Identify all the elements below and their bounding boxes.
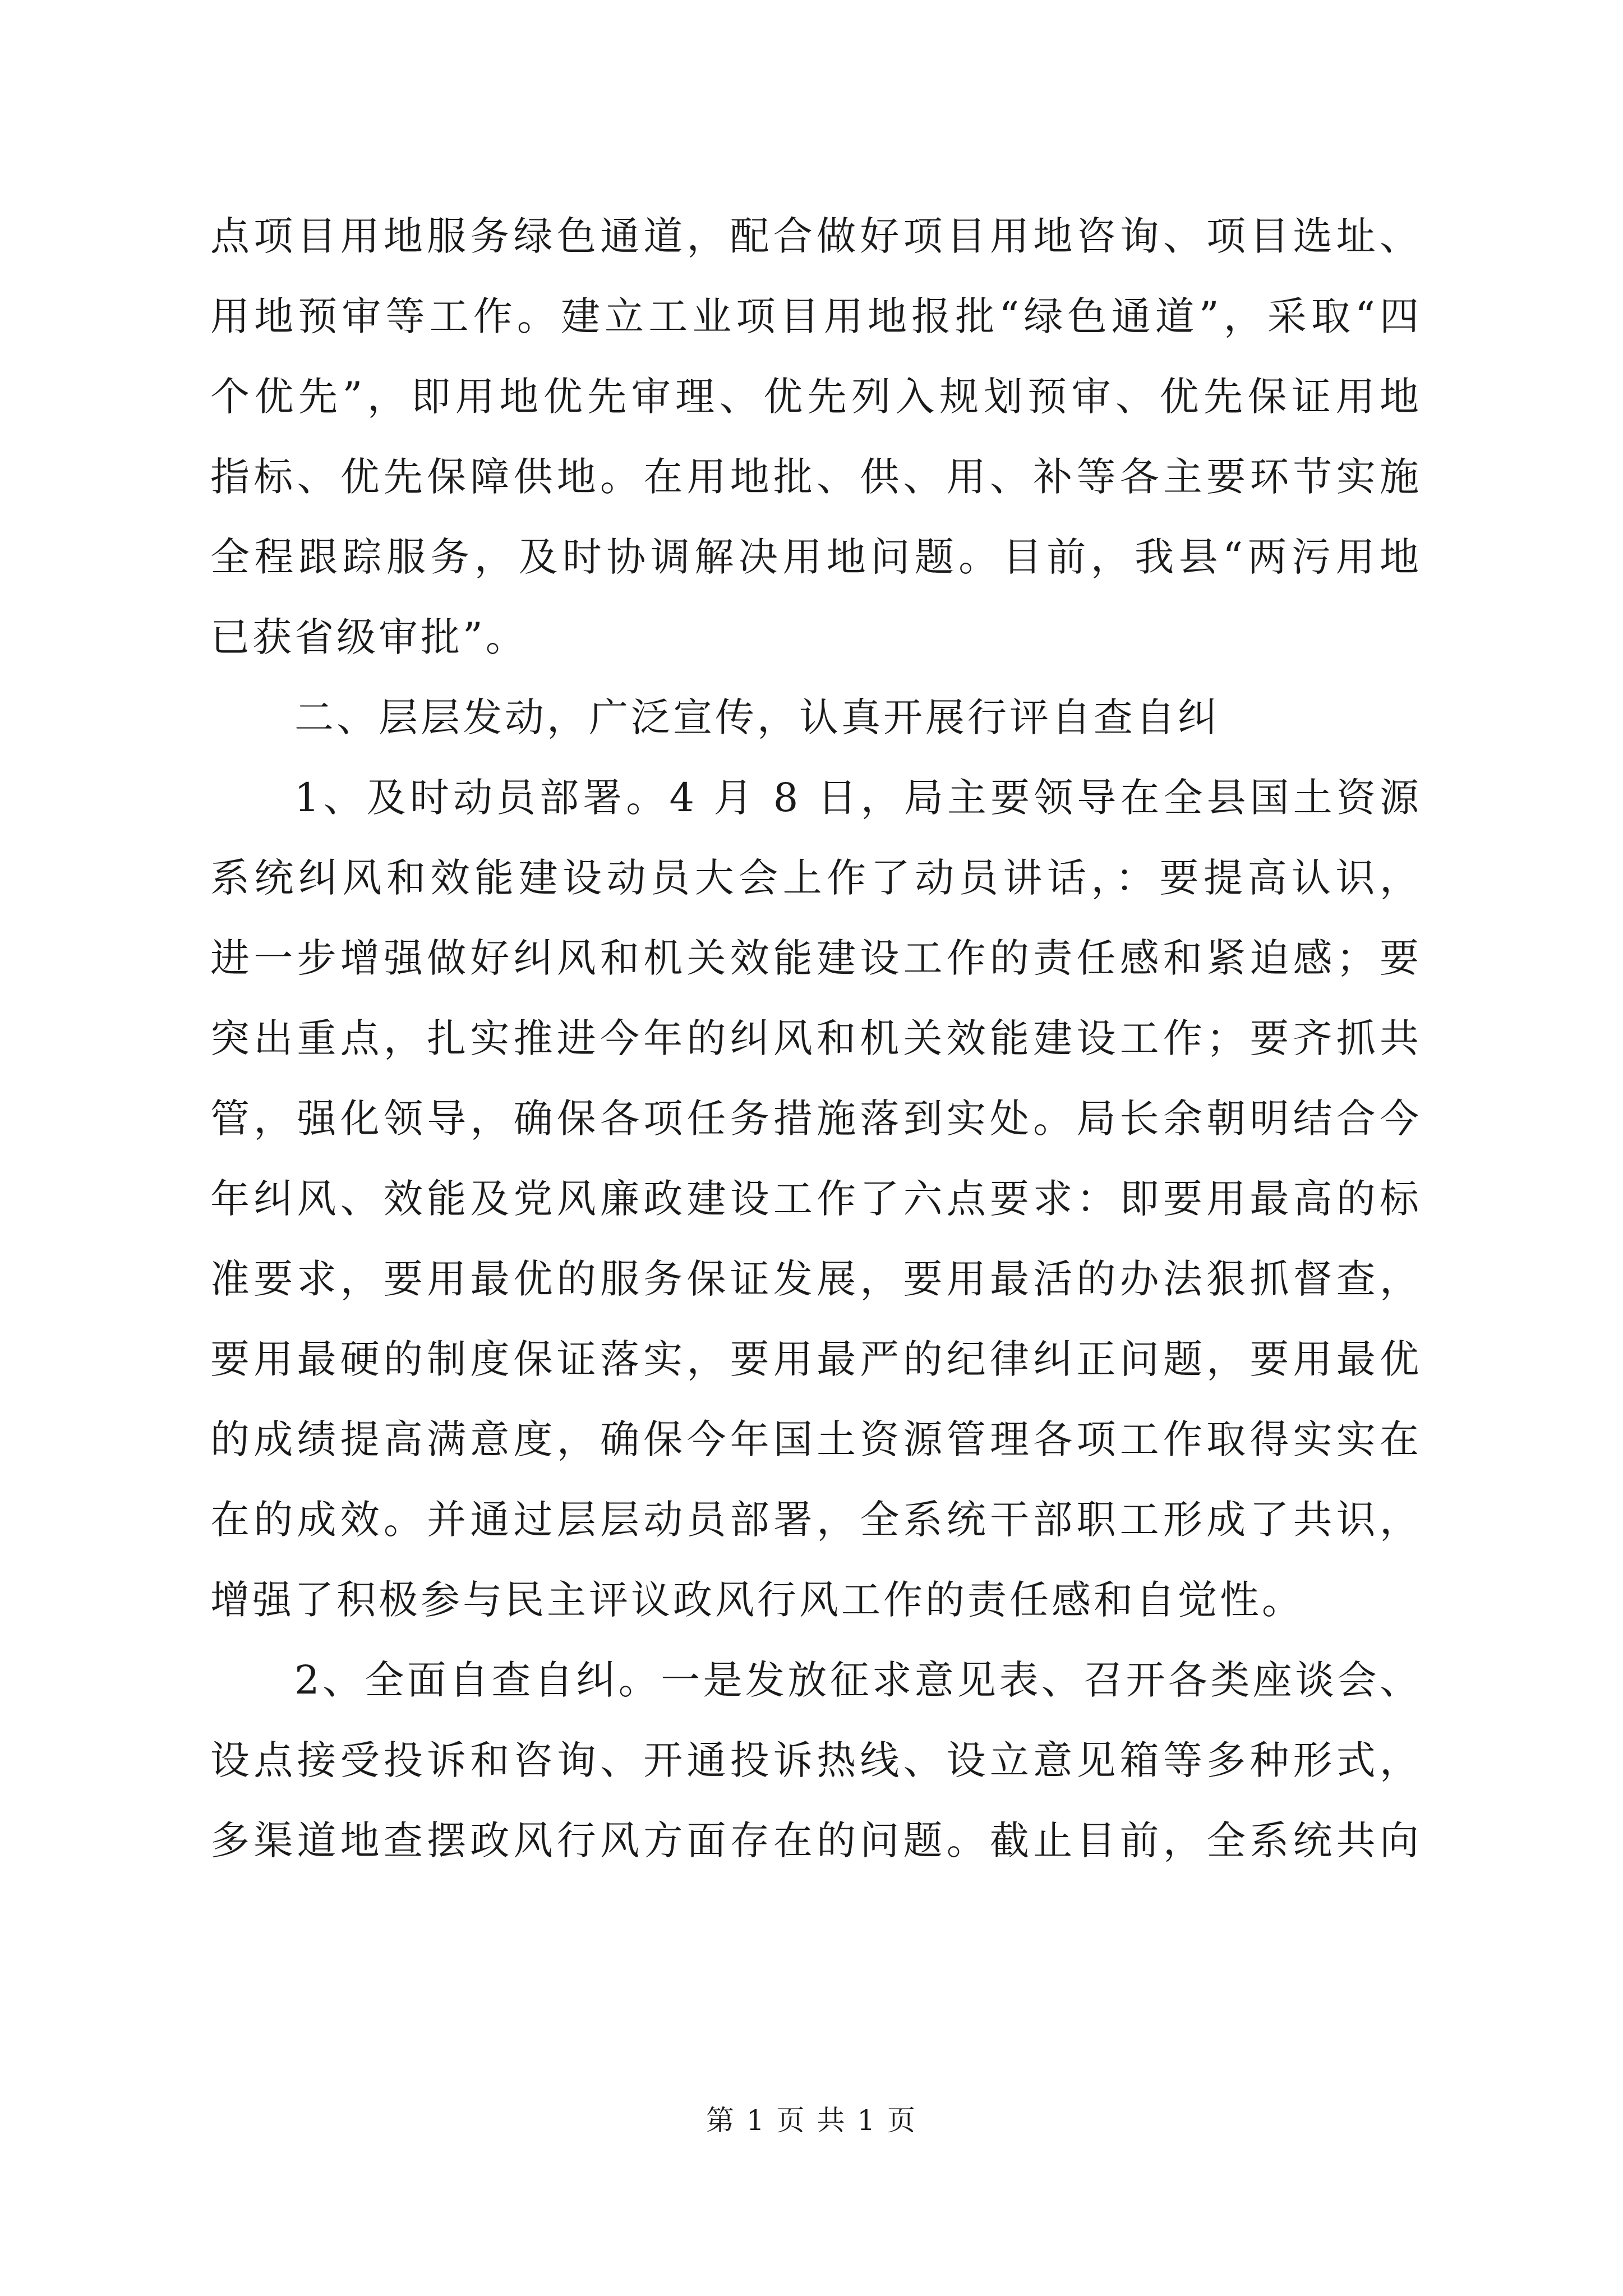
page-footer: 第 1 页 共 1 页: [706, 2104, 917, 2137]
text-line: 用地预审等工作。建立工业项目用地报批“绿色通道”，采取“四: [210, 293, 1422, 339]
text-line: 指标、优先保障供地。在用地批、供、用、补等各主要环节实施: [210, 454, 1422, 500]
text-line: 全程跟踪服务，及时协调解决用地问题。目前，我县“两污用地: [210, 534, 1422, 580]
text-line: 进一步增强做好纠风和机关效能建设工作的责任感和紧迫感；要: [210, 935, 1422, 981]
paragraph-first-line: 1、及时动员部署。4 月 8 日，局主要领导在全县国土资源: [294, 775, 1422, 821]
text-line: 个优先”，即用地优先审理、优先列入规划预审、优先保证用地: [210, 374, 1422, 420]
paragraph-first-line: 二、层层发动，广泛宣传，认真开展行评自查自纠: [294, 694, 1220, 740]
text-line: 多渠道地查摆政风行风方面存在的问题。截止目前，全系统共向: [210, 1818, 1422, 1864]
text-line: 点项目用地服务绿色通道，配合做好项目用地咨询、项目选址、: [210, 213, 1422, 259]
text-line: 准要求，要用最优的服务保证发展，要用最活的办法狠抓督查，: [210, 1256, 1422, 1302]
text-line: 要用最硬的制度保证落实，要用最严的纪律纠正问题，要用最优: [210, 1336, 1422, 1382]
text-line: 年纠风、效能及党风廉政建设工作了六点要求：即要用最高的标: [210, 1176, 1422, 1222]
text-line: 在的成效。并通过层层动员部署，全系统干部职工形成了共识，: [210, 1497, 1422, 1543]
document-body: [210, 196, 1422, 1881]
text-line: 管，强化领导，确保各项任务措施落到实处。局长余朝明结合今: [210, 1096, 1422, 1142]
text-line: 增强了积极参与民主评议政风行风工作的责任感和自觉性。: [210, 1577, 1304, 1623]
text-line: 的成绩提高满意度，确保今年国土资源管理各项工作取得实实在: [210, 1416, 1422, 1462]
text-line: 设点接受投诉和咨询、开通投诉热线、设立意见箱等多种形式，: [210, 1737, 1422, 1783]
text-line: 已获省级审批”。: [210, 614, 528, 660]
text-line: 系统纠风和效能建设动员大会上作了动员讲话，：要提高认识，: [210, 855, 1422, 901]
text-line: 突出重点，扎实推进今年的纠风和机关效能建设工作；要齐抓共: [210, 1015, 1422, 1061]
paragraph-first-line: 2、全面自查自纠。一是发放征求意见表、召开各类座谈会、: [294, 1657, 1422, 1703]
